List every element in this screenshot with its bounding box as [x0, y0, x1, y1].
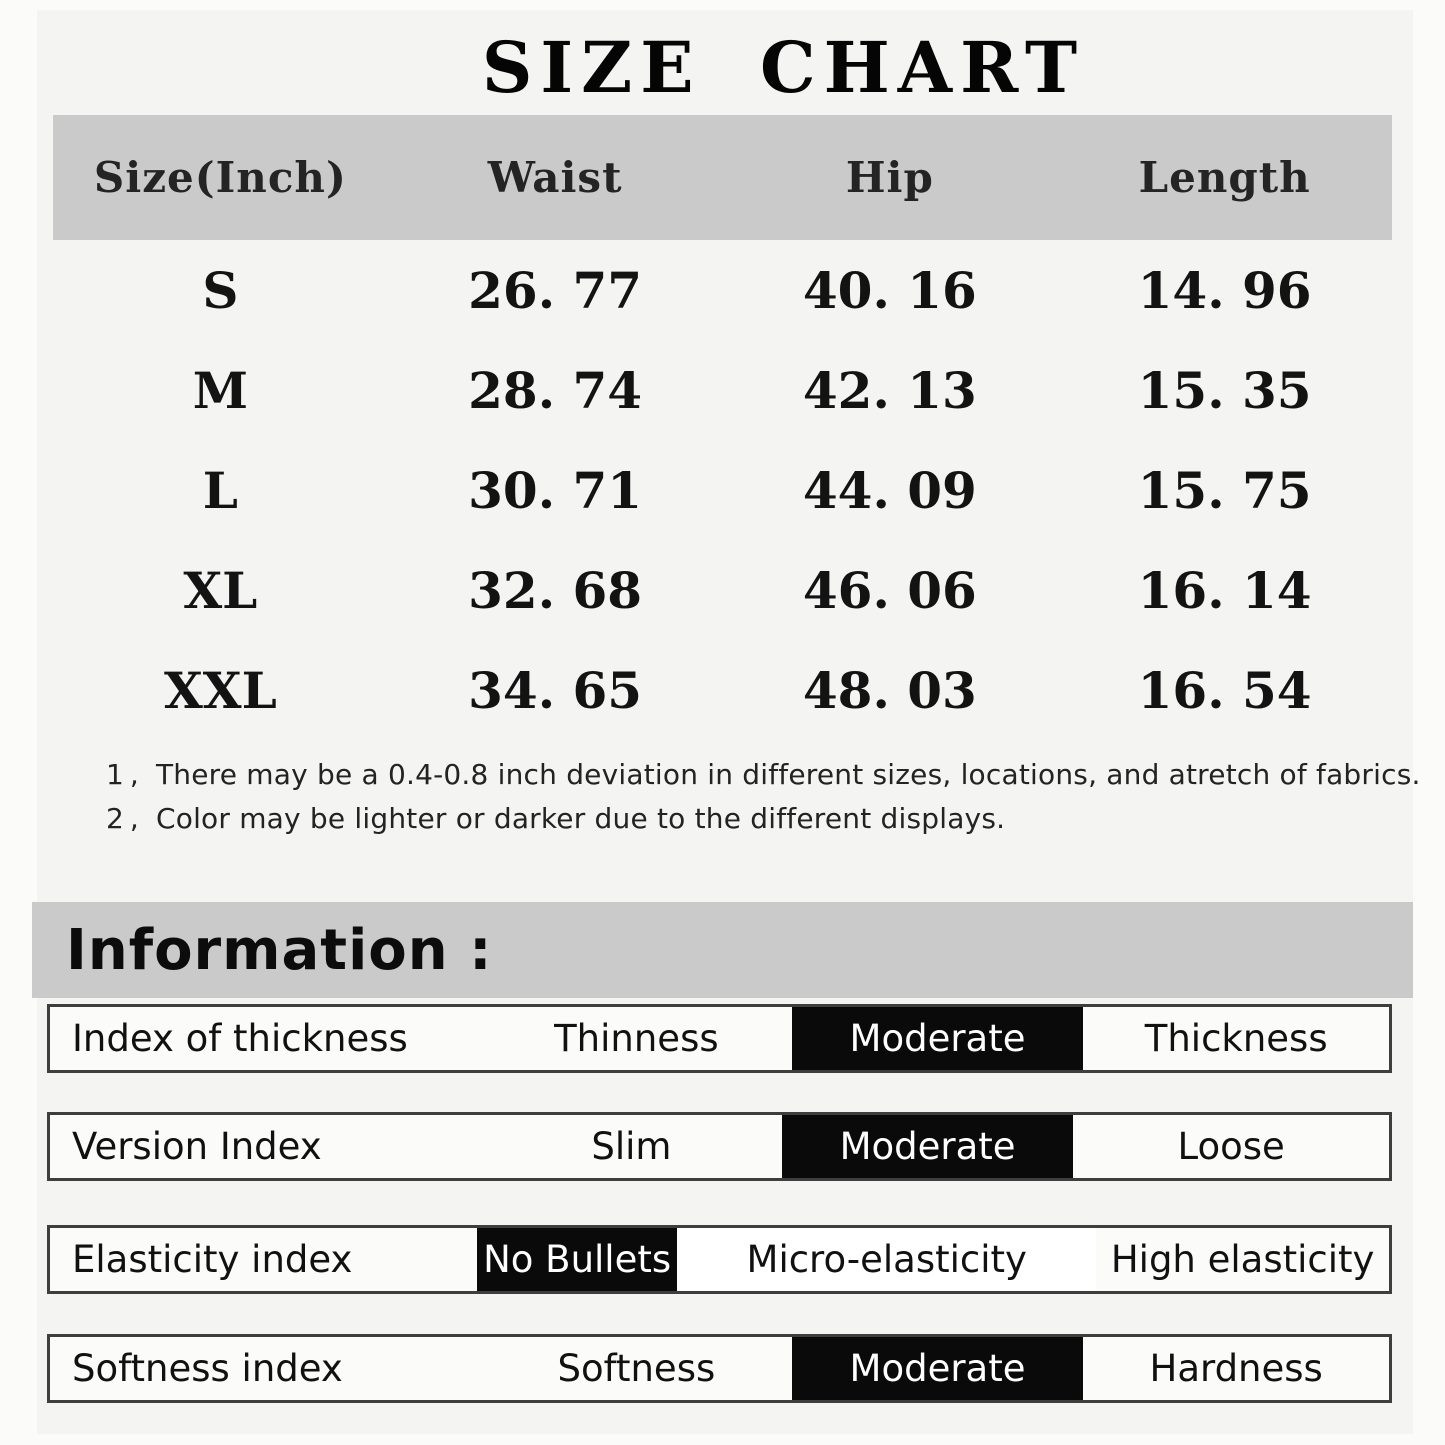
option-thinness: Thinness — [554, 1017, 719, 1060]
note-text: There may be a 0.4-0.8 inch deviation in different sizes, locations, and atretch of fabrics. — [156, 758, 1421, 791]
info-row-version — [47, 1112, 1392, 1181]
column-header-length: Length — [1138, 153, 1311, 202]
info-row-label: Version Index — [72, 1125, 322, 1168]
size-cell: S — [202, 260, 239, 320]
information-heading: Information : — [66, 917, 493, 983]
length-cell: 15. 35 — [1137, 360, 1312, 420]
hip-cell: 46. 06 — [802, 560, 977, 620]
table-row-l — [53, 440, 1392, 540]
waist-cell: 28. 74 — [468, 360, 643, 420]
option-micro-elasticity: Micro-elasticity — [677, 1228, 1096, 1291]
info-row-softness — [47, 1334, 1392, 1403]
waist-cell: 32. 68 — [468, 560, 643, 620]
column-header-size: Size(Inch) — [93, 153, 347, 202]
note-number: 2, — [106, 802, 145, 835]
length-cell: 15. 75 — [1137, 460, 1312, 520]
option-no-bullets-selected: No Bullets — [477, 1228, 677, 1291]
length-cell: 14. 96 — [1137, 260, 1312, 320]
column-header-waist: Waist — [487, 153, 623, 202]
size-cell: XL — [183, 560, 258, 620]
option-thickness: Thickness — [1144, 1017, 1328, 1060]
length-cell: 16. 54 — [1137, 660, 1312, 720]
size-cell: M — [192, 360, 249, 420]
option-slim: Slim — [591, 1125, 672, 1168]
option-hardness: Hardness — [1149, 1347, 1323, 1390]
notes — [106, 753, 1421, 841]
hip-cell: 48. 03 — [802, 660, 977, 720]
note-line-1 — [106, 753, 1421, 797]
option-moderate-selected: Moderate — [792, 1337, 1084, 1400]
info-row-label: Index of thickness — [72, 1017, 408, 1060]
hip-cell: 40. 16 — [802, 260, 977, 320]
note-line-2 — [106, 797, 1421, 841]
column-header-hip: Hip — [845, 153, 934, 202]
note-number: 1, — [106, 758, 145, 791]
info-row-elasticity — [47, 1225, 1392, 1294]
option-softness: Softness — [557, 1347, 716, 1390]
note-text: Color may be lighter or darker due to the different displays. — [156, 802, 1006, 835]
info-row-thickness — [47, 1004, 1392, 1073]
hip-cell: 42. 13 — [802, 360, 977, 420]
information-header-band — [32, 902, 1413, 998]
size-table-body — [53, 240, 1392, 740]
size-cell: XXL — [164, 660, 277, 720]
table-row-s — [53, 240, 1392, 340]
waist-cell: 26. 77 — [468, 260, 643, 320]
waist-cell: 34. 65 — [468, 660, 643, 720]
option-loose: Loose — [1177, 1125, 1285, 1168]
info-row-label: Softness index — [72, 1347, 343, 1390]
size-table-header-row — [53, 115, 1392, 240]
waist-cell: 30. 71 — [468, 460, 643, 520]
table-row-xl — [53, 540, 1392, 640]
length-cell: 16. 14 — [1137, 560, 1312, 620]
option-high-elasticity: High elasticity — [1110, 1238, 1375, 1281]
table-row-m — [53, 340, 1392, 440]
option-moderate-selected: Moderate — [782, 1115, 1074, 1178]
size-cell: L — [202, 460, 238, 520]
page-title: SIZE CHART — [481, 26, 1086, 109]
table-row-xxl — [53, 640, 1392, 740]
hip-cell: 44. 09 — [802, 460, 977, 520]
info-row-label: Elasticity index — [72, 1238, 353, 1281]
option-moderate-selected: Moderate — [792, 1007, 1084, 1070]
